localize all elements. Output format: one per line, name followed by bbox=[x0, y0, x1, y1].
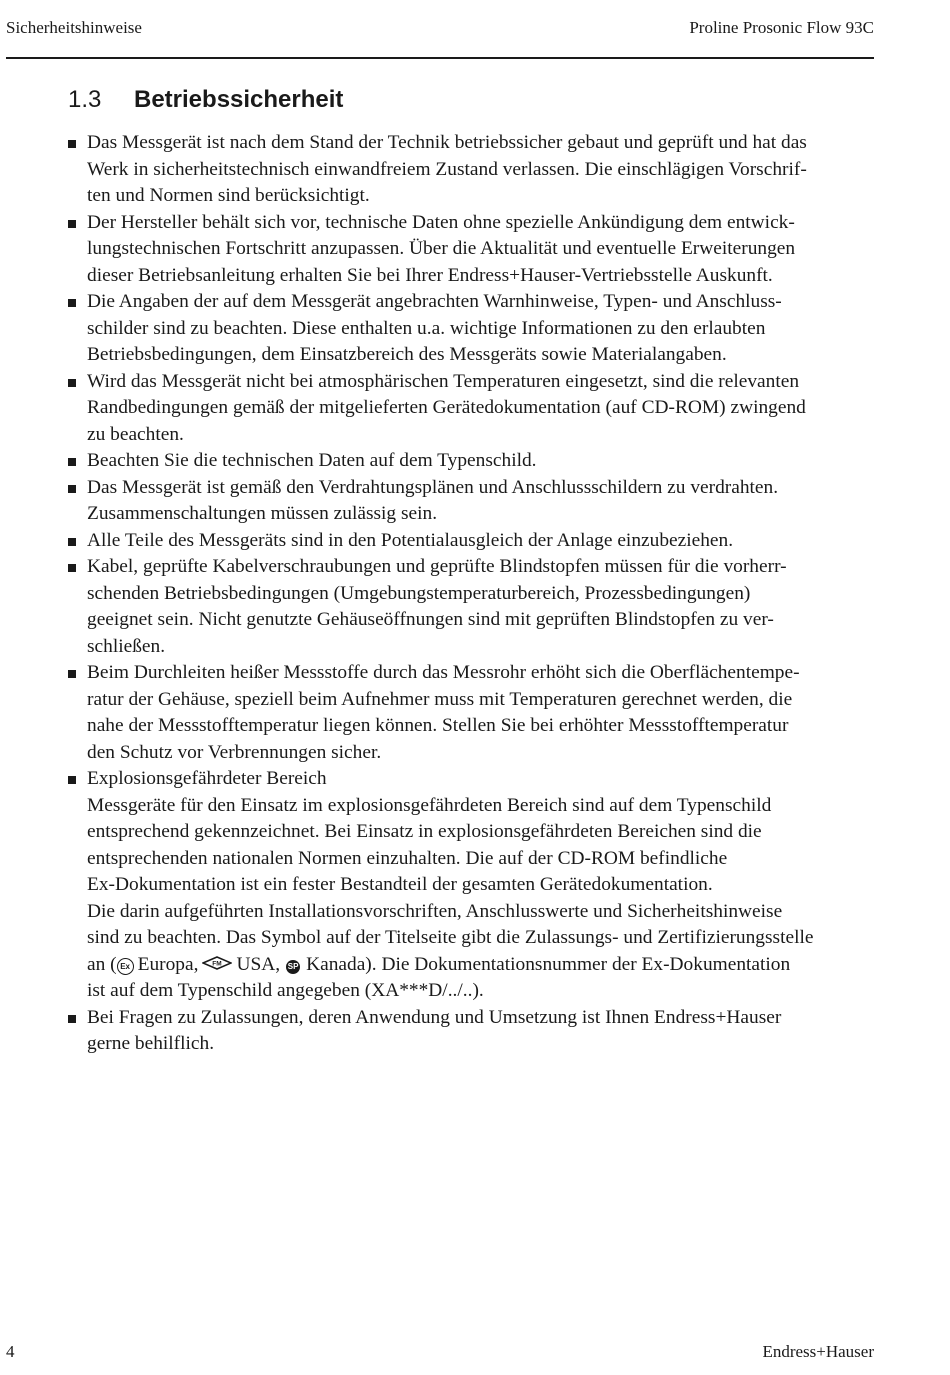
list-item bbox=[66, 130, 874, 210]
text-line: lungstechnischen Fortschritt anzupassen. Über die Aktualität und eventuelle Erweiterungen bbox=[87, 238, 796, 259]
text-line: ten und Normen sind berücksichtigt. bbox=[87, 185, 370, 206]
text-line: Zusammenschaltungen müssen zulässig sein. bbox=[87, 503, 438, 524]
header-section-name: Sicherheitshinweise bbox=[6, 18, 142, 37]
bullet-square-icon bbox=[68, 776, 76, 784]
page-number: 4 bbox=[6, 1342, 15, 1361]
text-line: ratur der Gehäuse, speziell beim Aufnehmer muss mit Temperaturen gerechnet werden, die bbox=[87, 688, 793, 710]
text-line: Bei Fragen zu Zulassungen, deren Anwendung und Umsetzung ist Ihnen Endress+Hauser bbox=[87, 1006, 782, 1028]
section-heading bbox=[68, 86, 343, 114]
body-content bbox=[66, 130, 874, 1058]
text-line: Das Messgerät ist gemäß den Verdrahtungsplänen und Anschlussschildern zu verdrahten. bbox=[87, 476, 779, 498]
bullet-square-icon bbox=[68, 379, 76, 387]
text-line: schließen. bbox=[87, 635, 166, 657]
list-item bbox=[66, 448, 874, 475]
bullet-square-icon bbox=[68, 1015, 76, 1023]
text-line: Beachten Sie die technischen Daten auf dem Typenschild. bbox=[87, 450, 537, 471]
text-line: nahe der Messstofftemperatur liegen können. Stellen Sie bei erhöhter Messstofftemperatur bbox=[87, 715, 789, 736]
list-item bbox=[66, 1005, 874, 1058]
text-line: schilder sind zu beachten. Diese enthalten u.a. wichtige Informationen zu den erlaubten bbox=[87, 317, 766, 339]
symbol-line-prefix: an ( bbox=[87, 953, 117, 975]
section-title: Betriebssicherheit bbox=[134, 86, 344, 113]
list-item bbox=[66, 210, 874, 290]
list-item bbox=[66, 369, 874, 449]
text-line: Randbedingungen gemäß der mitgelieferten Gerätedokumentation (auf CD-ROM) zwingend bbox=[87, 397, 806, 418]
list-item bbox=[66, 475, 874, 528]
svg-text:FM: FM bbox=[212, 960, 223, 967]
text-line: Beim Durchleiten heißer Messstoffe durch das Messrohr erhöht sich die Oberflächentempe- bbox=[87, 662, 800, 683]
text-line: entsprechenden nationalen Normen einzuhalten. Die auf der CD-ROM befindliche bbox=[87, 847, 728, 869]
header-product-name: Proline Prosonic Flow 93C bbox=[689, 18, 874, 37]
text-line: Betriebsbedingungen, dem Einsatzbereich des Messgeräts sowie Materialangaben. bbox=[87, 344, 727, 365]
text-line: schenden Betriebsbedingungen (Umgebungstemperaturbereich, Prozessbedingungen) bbox=[87, 582, 751, 604]
list-item bbox=[66, 528, 874, 555]
approval-symbols-line bbox=[87, 952, 874, 979]
fm-approval-icon bbox=[202, 952, 232, 979]
list-item bbox=[66, 554, 874, 660]
bullet-square-icon bbox=[68, 299, 76, 307]
bullet-square-icon bbox=[68, 564, 76, 572]
usa-label: USA, bbox=[236, 953, 281, 975]
text-line: sind zu beachten. Das Symbol auf der Titelseite gibt die Zulassungs- und Zertifizierungsstelle bbox=[87, 927, 814, 948]
text-line: zu beachten. bbox=[87, 423, 184, 445]
europe-label: Europa, bbox=[137, 953, 199, 975]
text-line: den Schutz vor Verbrennungen sicher. bbox=[87, 741, 382, 763]
bullet-square-icon bbox=[68, 538, 76, 546]
text-line: Alle Teile des Messgeräts sind in den Potentialausgleich der Anlage einzubeziehen. bbox=[87, 529, 734, 551]
bullet-square-icon bbox=[68, 485, 76, 493]
text-line: Messgeräte für den Einsatz im explosionsgefährdeten Bereich sind auf dem Typenschild bbox=[87, 794, 772, 816]
text-line: Wird das Messgerät nicht bei atmosphärischen Temperaturen eingesetzt, sind die relevanten bbox=[87, 370, 800, 392]
bullet-square-icon bbox=[68, 220, 76, 228]
bullet-list bbox=[66, 130, 874, 1058]
ex-atex-icon: Ex bbox=[117, 958, 134, 975]
bullet-square-icon bbox=[68, 670, 76, 678]
footer-company: Endress+Hauser bbox=[762, 1342, 874, 1361]
text-line: Das Messgerät ist nach dem Stand der Technik betriebssicher gebaut und geprüft und hat das bbox=[87, 132, 807, 153]
text-line: entsprechend gekennzeichnet. Bei Einsatz in explosionsgefährdeten Bereichen sind die bbox=[87, 821, 762, 842]
text-line: Die darin aufgeführten Installationsvorschriften, Anschlusswerte und Sicherheitshinweise bbox=[87, 900, 783, 922]
list-item bbox=[66, 660, 874, 766]
canada-label: Kanada). Die Dokumentationsnummer der Ex-Dokumentation bbox=[306, 953, 791, 975]
list-item bbox=[66, 289, 874, 369]
text-line: dieser Betriebsanleitung erhalten Sie bei Ihrer Endress+Hauser-Vertriebsstelle Auskunft. bbox=[87, 264, 773, 286]
text-line: Der Hersteller behält sich vor, technische Daten ohne spezielle Ankündigung dem entwick- bbox=[87, 211, 795, 233]
text-line: Explosionsgefährdeter Bereich bbox=[87, 768, 327, 789]
bullet-square-icon bbox=[68, 458, 76, 466]
text-line: geeignet sein. Nicht genutzte Gehäuseöffnungen sind mit geprüften Blindstopfen zu ver- bbox=[87, 609, 774, 630]
header-divider bbox=[6, 57, 874, 59]
text-line: Ex-Dokumentation ist ein fester Bestandteil der gesamten Gerätedokumentation. bbox=[87, 874, 713, 895]
text-line: Werk in sicherheitstechnisch einwandfreiem Zustand verlassen. Die einschlägigen Vorschrif- bbox=[87, 158, 807, 180]
text-line: Kabel, geprüfte Kabelverschraubungen und geprüfte Blindstopfen müssen für die vorherr- bbox=[87, 556, 787, 577]
text-line: Die Angaben der auf dem Messgerät angebrachten Warnhinweise, Typen- und Anschluss- bbox=[87, 291, 782, 312]
text-line: gerne behilflich. bbox=[87, 1033, 215, 1054]
bullet-square-icon bbox=[68, 140, 76, 148]
section-number: 1.3 bbox=[68, 86, 102, 113]
csa-icon: SP bbox=[286, 960, 300, 974]
list-item bbox=[66, 766, 874, 1005]
text-line: ist auf dem Typenschild angegeben (XA***D/../..). bbox=[87, 980, 484, 1001]
